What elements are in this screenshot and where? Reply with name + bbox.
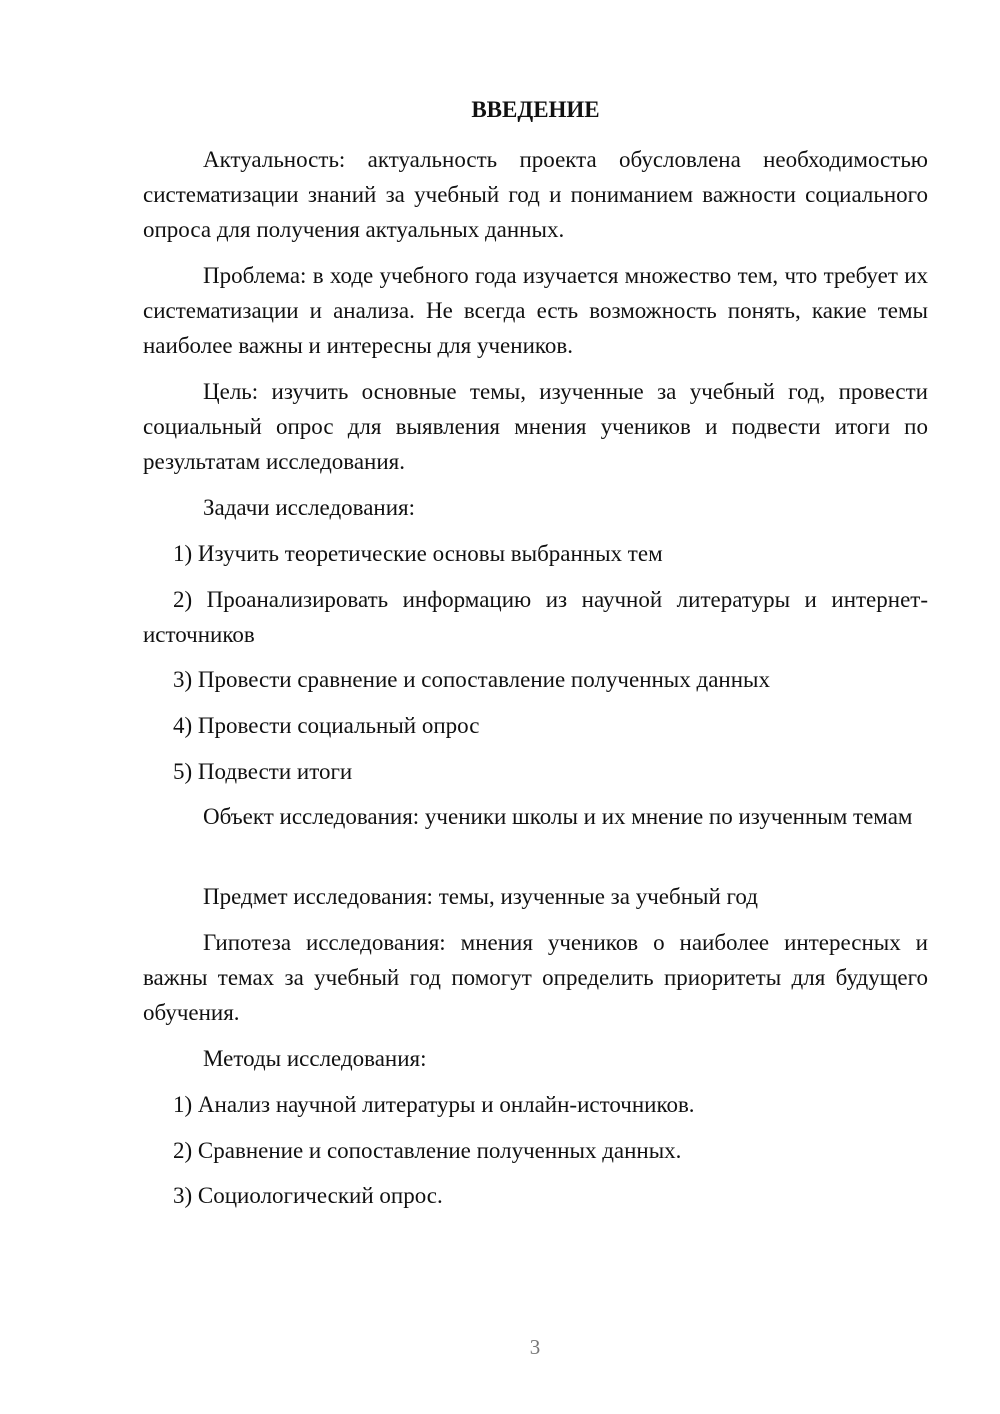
subject-paragraph: Предмет исследования: темы, изученные за учебный год — [203, 884, 758, 909]
tasks-heading: Задачи исследования: — [203, 495, 416, 520]
method-item-3: 3) Социологический опрос. — [173, 1183, 443, 1208]
object-paragraph: Объект исследования: ученики школы и их мнение по изученным темам — [203, 804, 913, 829]
task-item-1: 1) Изучить теоретические основы выбранных тем — [173, 541, 663, 566]
task-item-2: 2) Проанализировать информацию из научной литературы и интернет-источников — [143, 587, 928, 647]
page-title: ВВЕДЕНИЕ — [471, 97, 600, 122]
goal-paragraph: Цель: изучить основные темы, изученные за учебный год, провести социальный опрос для выявления мнения учеников и подвести итоги по результатам исследования. — [143, 379, 928, 474]
problem-paragraph: Проблема: в ходе учебного года изучается множество тем, что требует их систематизации и анализа. Не всегда есть возможность понять, какие темы наиболее важны и интересны для учеников. — [143, 263, 928, 358]
task-item-3: 3) Провести сравнение и сопоставление полученных данных — [173, 667, 770, 692]
hypothesis-paragraph: Гипотеза исследования: мнения учеников о наиболее интересных и важны темах за учебный год помогут определить приоритеты для будущего обучения. — [143, 930, 928, 1025]
relevance-paragraph: Актуальность: актуальность проекта обусловлена необходимостью систематизации знаний за учебный год и пониманием важности социального опроса для получения актуальных данных. — [143, 147, 928, 242]
method-item-1: 1) Анализ научной литературы и онлайн-источников. — [173, 1092, 695, 1117]
method-item-2: 2) Сравнение и сопоставление полученных данных. — [173, 1138, 682, 1163]
methods-heading: Методы исследования: — [203, 1046, 427, 1071]
page-number: 3 — [529, 1335, 541, 1359]
task-item-5: 5) Подвести итоги — [173, 759, 353, 784]
task-item-4: 4) Провести социальный опрос — [173, 713, 480, 738]
